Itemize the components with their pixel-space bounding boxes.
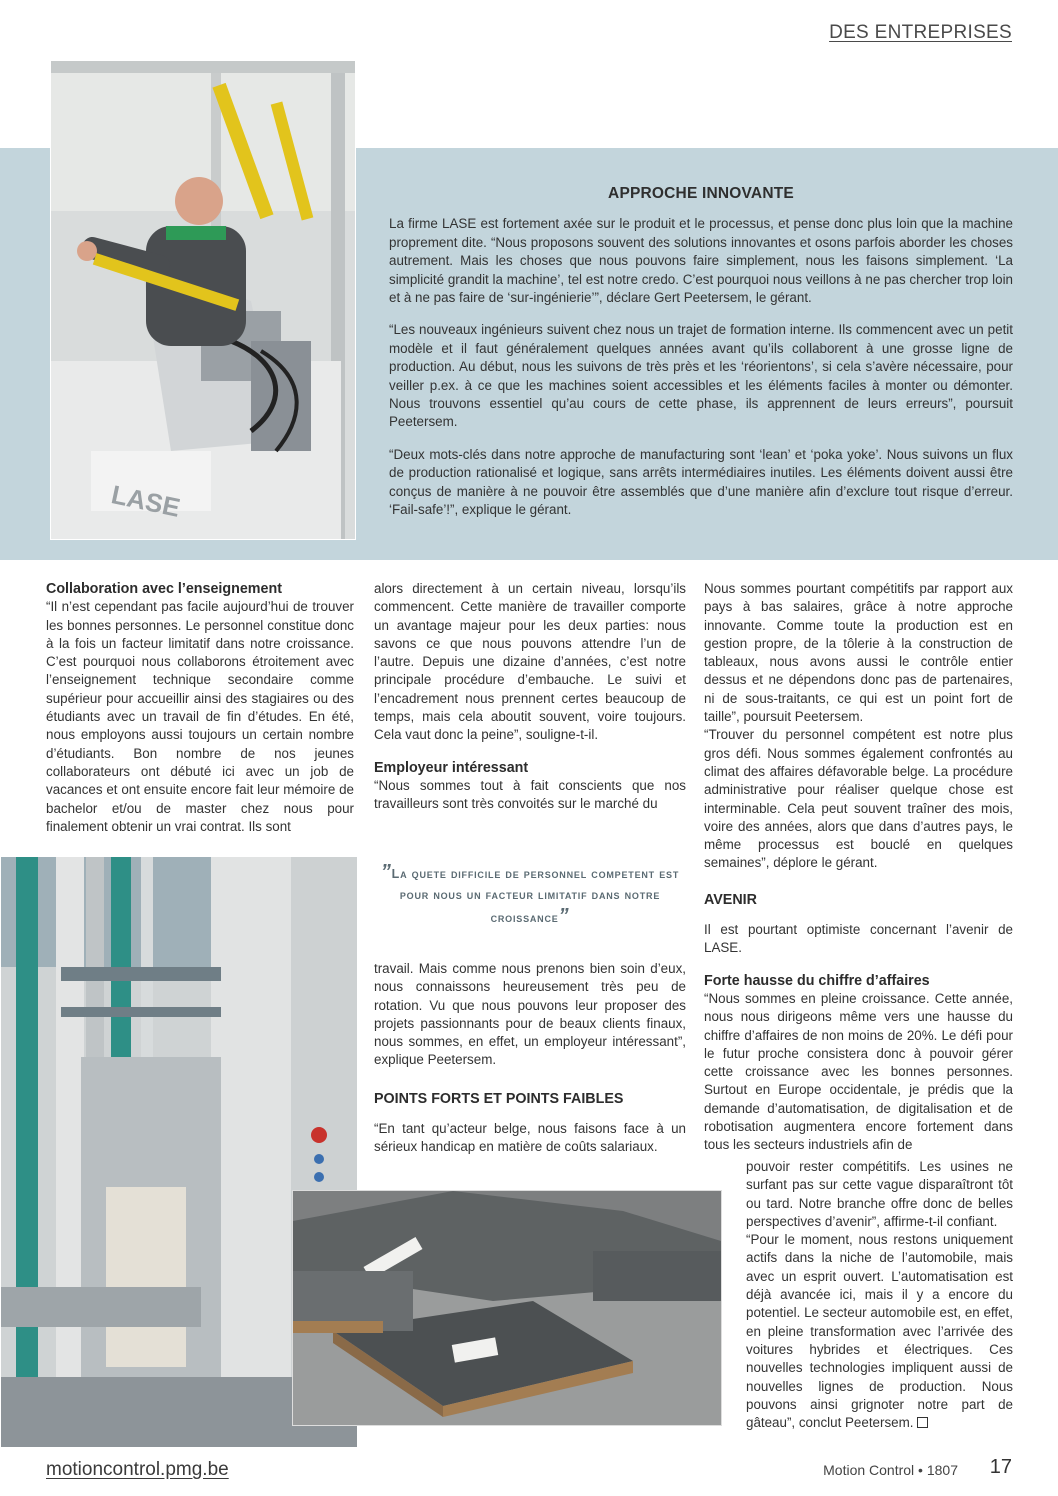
intro-heading: APPROCHE INNOVANTE — [608, 185, 794, 202]
col3-text-a: Nous sommes pourtant compétitifs par rapport aux pays à bas salaires, grâce à notre approche innovante. Comme toute la production est en gestion propre, de la tôlerie à la construction de tableaux, nous avons aussi le contrôle entier dessus et ne dépendons donc pas de partenaires, ni de sous-traitants, ce qui est un point fort de taille”, poursuit Peetersem. — [704, 581, 1013, 725]
section-tag: DES ENTREPRISES — [829, 22, 1012, 43]
heading-employer: Employeur intéressant — [374, 759, 529, 776]
end-of-article-icon — [917, 1417, 928, 1428]
intro-paragraph-3: “Deux mots-clés dans notre approche de manufacturing sont ‘lean’ et ‘poka yoke’. Nous suivons un flux de production rationalisé et logique, sans arrêts intermédiaires inutiles. Les éléments doivent aussi être conçus de manière à ne pouvoir être assemblés que d’une manière afin d’exclure tout risque d’erreur. ‘Fail-safe’!”, explique le gérant. — [389, 446, 1013, 518]
col2-text-points: “En tant qu’acteur belge, nous faisons face à un sérieux handicap en matière de coûts salariaux. — [374, 1121, 686, 1155]
column-2-bottom — [374, 960, 686, 1157]
column-1 — [46, 580, 354, 836]
intro-paragraph-1: La firme LASE est fortement axée sur le produit et le processus, et pense donc plus loin que la machine proprement dite. “Nous proposons souvent des solutions innovantes et osons parfois aborder les choses autrement. Mais les choses que nous pouvons faire simplement, nous les faisons simplement. ‘La simplicité grandit la machine’, tel est notre credo. C’est pourquoi nous veillons à ne pas chercher trop loin et à ne pas faire de ‘sur-ingénierie’”, déclare Gert Peetersem, le gérant. — [389, 216, 1013, 306]
col3-text-avenir: Il est pourtant optimiste concernant l’avenir de LASE. — [704, 922, 1013, 956]
column-3-top — [704, 580, 1013, 1155]
col2-text-a: alors directement à un certain niveau, lorsqu’ils commencent. Cette manière de travailler comporte un avantage majeur pour les deux parties: nous savons ce que nous pouvons attendre l’un de l’autre. Depuis une dizaine d’années, c’est notre principale procédure d’embauche. Le suivi et l’encadrement nous prennent certes beaucoup de temps, mais cela aboutit souvent, voire toujours. Cela vaut donc la peine”, souligne-t-il. — [374, 581, 686, 743]
col2-text-employer: “Nous sommes tout à fait conscients que nos travailleurs sont très convoités sur le marché du — [374, 777, 686, 812]
col3-text-d — [746, 1231, 1013, 1432]
footer-publication: Motion Control • 1807 — [823, 1462, 958, 1478]
page-number: 17 — [989, 1456, 1012, 1478]
quote-close-mark: ” — [558, 905, 570, 927]
intro-paragraph-2: “Les nouveaux ingénieurs suivent chez nous un trajet de formation interne. Ils commencent avec un petit modèle et il faut généralement quelques années avant qu’ils collaborent à une grosse ligne de production. Au début, nous les suivons de très près et les ‘réorientons’, si cela s’avère nécessaire, pour veiller p.ex. à ce que les machines soient accessibles et les éléments faciles à monter ou démonter. Nous trouvons essentiel qu’au cours de cette phase, ils apprennent de leurs erreurs”, poursuit Peetersem. — [389, 322, 1013, 430]
heading-hausse: Forte hausse du chiffre d’affaires — [704, 972, 930, 989]
worker-machine-photo — [50, 60, 356, 540]
col2-text-b: travail. Mais comme nous prenons bien soin d’eux, nous connaissons heureusement très peu de rotation. Vu que nous pouvons leur proposer des projets passionnants pour de beaux clients finaux, nous sommes, en effet, un employeur intéressant”, explique Peetersem. — [374, 961, 686, 1068]
col3-text-c: pouvoir rester compétitifs. Les usines ne surfant pas sur cette vague disparaîtront tôt ou tard. Notre branche offre donc de belles perspectives d’avenir”, affirme-t-il confiant. — [746, 1159, 1013, 1229]
lase-logo: LASE — [108, 479, 183, 523]
col3-text-d-body: “Pour le moment, nous restons uniquement actifs dans la niche de l’automobile, mais avec un esprit ouvert. L’automatisation est déjà avancée ici, mais il y a encore du potentiel. Le secteur automobile est, en effet, en pleine transformation avec l’arrivée des voitures hybrides et électriques. Ces nouvelles technologies impliquent aussi de nouvelles lignes de production. Nous pouvons ainsi grignoter notre part de gâteau”, conclut Peetersem. — [746, 1232, 1013, 1431]
col1-text: “Il n’est cependant pas facile aujourd’hui de trouver les bonnes personnes. Le personnel constitue donc à la fois un facteur limitatif dans notre croissance. C’est pourquoi nous collaborons étroitement avec l’enseignement technique secondaire comme supérieur pour accueillir ainsi des stagiaires ou des étudiants avec un travail de fin d’études. En été, nous employons aussi toujours un certain nombre d’étudiants. Bon nombre de nos jeunes collaborateurs ont débuté ici avec un job de vacances et ont ensuite encore fait leur mémoire de bachelor et/ou de master chez nous pour finalement obtenir un vrai contrat. Ils sont — [46, 599, 354, 834]
heading-collaboration: Collaboration avec l’enseignement — [46, 581, 282, 597]
quote-open-mark: ” — [380, 861, 392, 883]
intro-section — [389, 185, 1013, 534]
column-2-top — [374, 580, 686, 814]
steel-plates-photo — [292, 1190, 722, 1426]
footer-website-link[interactable]: motioncontrol.pmg.be — [46, 1459, 229, 1480]
heading-points: POINTS FORTS ET POINTS FAIBLES — [374, 1090, 624, 1107]
column-3-bottom — [746, 1158, 1013, 1432]
col3-text-b: “Trouver du personnel compétent est notre plus gros défi. Nous sommes également confrontés au climat des affaires défavorable belge. La procédure administrative pour réaliser quelque chose est interminable. Cela peut souvent traîner des mois, voire des années, alors que dans d’autres pays, le même processus est bouclé en quelques semaines”, déplore le gérant. — [704, 727, 1013, 871]
pull-quote-text: La quete difficile de personnel competent est pour nous un facteur limitatif dans notre croissance — [391, 867, 680, 925]
col3-text-hausse: “Nous sommes en pleine croissance. Cette année, nous nous dirigeons même vers une hausse du chiffre d’affaires de non moins de 20%. Le défi pour le futur proche consistera donc à pouvoir gérer cette croissance avec les bonnes personnes. Surtout en Europe occidentale, je prédis que la demande d’automatisation, de digitalisation et de robotisation augmentera encore fortement dans tous les secteurs industriels afin de — [704, 990, 1013, 1153]
heading-avenir: AVENIR — [704, 891, 757, 908]
pull-quote — [374, 862, 686, 929]
